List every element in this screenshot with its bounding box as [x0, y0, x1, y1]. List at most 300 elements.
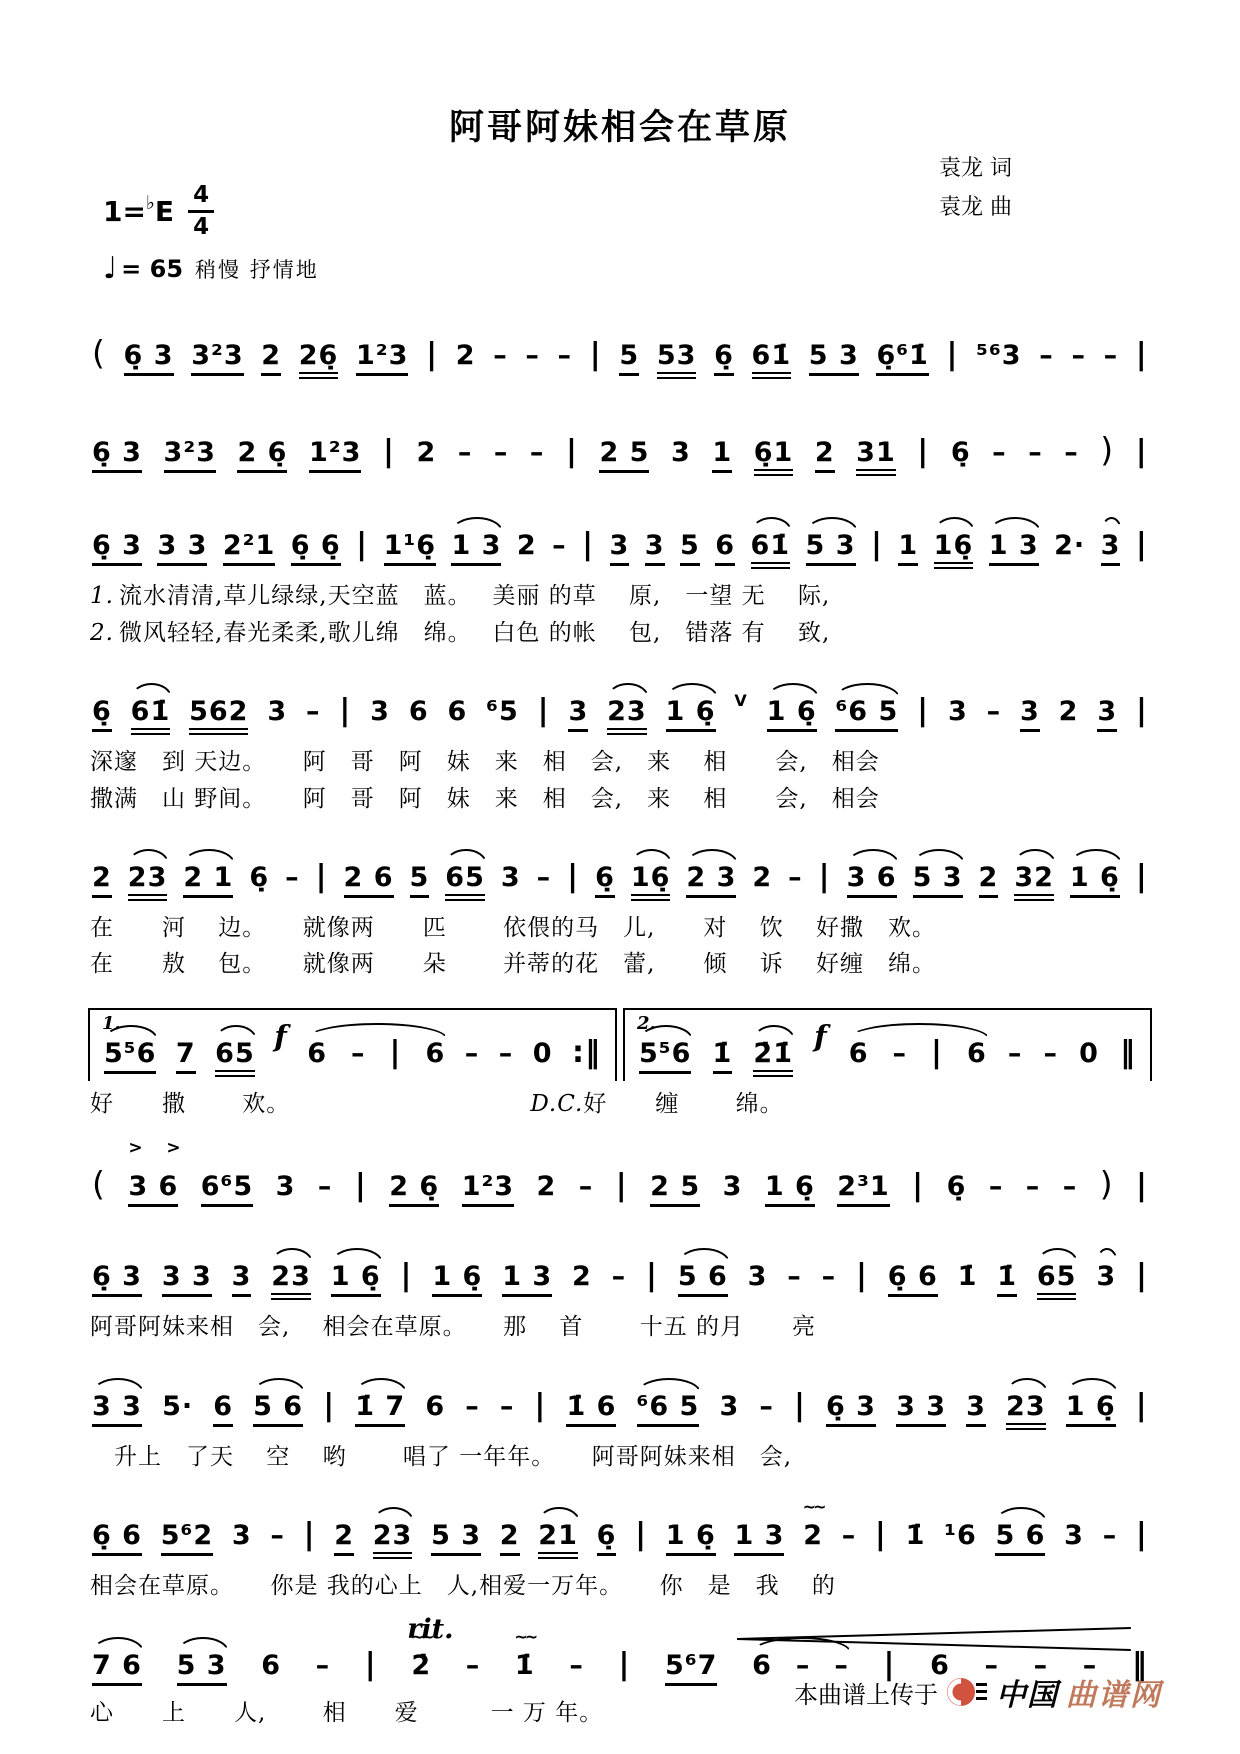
note-token: 6̣ 6	[92, 1520, 142, 1556]
note-token: 1̇	[905, 1520, 926, 1552]
system-3	[88, 510, 1152, 646]
note-token: 6	[930, 1649, 950, 1681]
note-token: –	[285, 861, 300, 893]
note-token: 6	[307, 1037, 327, 1069]
note-token: 2	[261, 340, 281, 376]
note-token: 3	[1020, 696, 1040, 732]
note-token: –	[1103, 340, 1119, 371]
system-6	[88, 1008, 1152, 1117]
note-token: –	[1033, 1649, 1049, 1681]
note-token: 5 6	[678, 1261, 728, 1297]
note-token: 5	[619, 340, 639, 376]
note-token: |	[303, 1517, 316, 1553]
note-token: 3	[231, 1520, 252, 1552]
note-token: |	[883, 1646, 896, 1682]
note-token: |	[931, 1034, 943, 1070]
note-token: 6̣	[597, 1520, 617, 1556]
note-token: –	[305, 696, 321, 728]
note-token: |	[565, 434, 578, 470]
note-token: 6	[213, 1391, 233, 1427]
note-token: 2	[455, 340, 476, 371]
note-token: 1̇	[713, 1038, 733, 1074]
note-token: 好 撒 欢。	[90, 1090, 291, 1117]
note-token: |	[874, 1517, 887, 1553]
note-token: f	[814, 1018, 828, 1053]
note-token: 6	[966, 1037, 987, 1069]
credits	[939, 150, 1012, 227]
note-token: –	[1025, 1171, 1041, 1203]
note-group	[849, 1036, 987, 1071]
note-token: |	[537, 693, 550, 729]
note-token: –	[986, 696, 1002, 728]
note-token: 3	[1097, 696, 1117, 732]
note-token: ⁶6 5	[637, 1391, 700, 1427]
note-token: 23	[128, 862, 168, 901]
note-token: 3	[500, 861, 521, 893]
note-token: 5	[410, 862, 430, 898]
note-token: (	[92, 333, 106, 372]
note-token: 1 3	[734, 1520, 784, 1556]
note-token: –	[992, 437, 1007, 469]
note-token: 65	[215, 1038, 255, 1077]
lyrics-line	[90, 951, 1150, 977]
note-token: 5 3	[431, 1520, 481, 1556]
note-token: 2	[536, 1171, 557, 1203]
lyrics-line	[90, 1314, 1150, 1340]
note-token: 5⁵6	[104, 1038, 156, 1074]
note-token: 1̇ 7	[355, 1391, 405, 1427]
note-token: 5 3	[177, 1650, 227, 1686]
lyrics-line	[90, 583, 1150, 609]
note-token: 3 3	[896, 1391, 946, 1427]
note-token: 23	[271, 1261, 311, 1300]
note-token: 3 3	[162, 1261, 212, 1297]
note-token: 3²3	[164, 437, 216, 473]
note-token: 6̣ 6̣	[291, 530, 341, 566]
note-token: |	[1135, 527, 1148, 563]
note-token: 5	[680, 530, 700, 566]
note-token: 23	[607, 696, 647, 735]
score	[88, 316, 1152, 1726]
note-token: |	[315, 858, 328, 894]
note-token: |	[426, 337, 439, 372]
note-token: 1²3	[309, 437, 361, 473]
note-token: 阿哥阿妹来相 会, 相会在草原。 那 首 十五 的月 亮	[90, 1314, 817, 1341]
note-token: 2	[500, 1520, 520, 1556]
note-token: 1²3	[356, 340, 408, 376]
note-token: 1	[712, 437, 732, 473]
note-token: –	[1043, 1037, 1058, 1069]
note-token: –	[795, 1649, 811, 1681]
note-token: –	[611, 1261, 627, 1293]
note-token: 3 6	[847, 862, 897, 898]
note-token: |	[534, 1387, 547, 1423]
note-token: 23	[373, 1520, 413, 1559]
note-token: |	[339, 693, 352, 729]
note-token: –	[787, 1261, 802, 1293]
note-token: –	[493, 340, 508, 371]
note-token: 0	[532, 1037, 553, 1069]
note-token: 3	[370, 696, 390, 728]
note-token: 6̣	[946, 1171, 967, 1203]
note-token: 5 6	[995, 1520, 1045, 1556]
note-token: 21	[538, 1520, 578, 1559]
note-token: 6	[425, 1037, 446, 1069]
note-token: –	[270, 1520, 285, 1552]
note-token: –	[552, 530, 567, 562]
note-token: 6⁶5	[201, 1171, 253, 1207]
meter-numerator: 4	[188, 184, 214, 213]
note-token: 2̇ ~~	[411, 1650, 431, 1681]
note-token: 5·	[162, 1390, 194, 1422]
note-token: 撒满 山 野间。 阿 哥 阿 妹 来 相 会, 来 相 会, 相会	[90, 785, 880, 812]
note-token: 3 6 > >	[128, 1171, 178, 1207]
note-token: |	[323, 1387, 336, 1423]
note-token: 1 6̣	[1066, 1391, 1116, 1427]
note-token: 6	[752, 1649, 772, 1681]
credit-composer: 袁龙 曲	[939, 194, 1012, 220]
note-token: 5 3	[913, 862, 963, 898]
note-token: ⁶5	[486, 696, 519, 728]
volta-ending	[88, 1008, 617, 1081]
note-token: 6̣	[249, 861, 270, 893]
note-token: 1 6̣	[767, 696, 817, 732]
note-token: ‖	[1120, 1034, 1136, 1070]
note-token: 2 5	[650, 1171, 700, 1207]
note-token: |	[855, 1258, 868, 1294]
note-token: 65	[445, 862, 485, 901]
note-token: |	[382, 434, 395, 470]
note-token: 61̇	[751, 530, 791, 569]
credit-lyricist: 袁龙 词	[939, 156, 1012, 181]
note-token: –	[1071, 340, 1086, 371]
note-token: |	[1136, 1168, 1148, 1204]
system-9	[88, 1371, 1152, 1470]
note-token: 3	[947, 696, 968, 728]
note-token: |	[635, 1517, 648, 1553]
tempo-expression: 稍慢 抒情地	[195, 257, 319, 282]
note-token: |	[818, 858, 831, 894]
lyrics-line	[90, 1444, 1150, 1470]
key-signature	[103, 184, 1240, 239]
page-title: 阿哥阿妹相会在草原	[448, 108, 791, 148]
note-token: 7 6	[92, 1650, 142, 1686]
note-token: 1.	[90, 583, 114, 610]
note-token: 6̣ 3	[826, 1391, 876, 1427]
note-token: 2³1	[837, 1171, 889, 1207]
note-token: 6̣⁶1̇	[876, 340, 928, 376]
key-prefix: 1=	[103, 195, 146, 228]
note-token: 3	[1101, 530, 1121, 566]
note-token: –	[557, 340, 573, 371]
note-token: 53	[657, 340, 697, 379]
note-token: –	[499, 1390, 515, 1422]
note-token: 1	[898, 530, 918, 566]
note-token: 2 3	[686, 862, 736, 898]
note-token: 2 5	[599, 437, 649, 473]
note-token: |	[1135, 1387, 1148, 1423]
note-token: |	[912, 1168, 925, 1204]
note-token: –	[525, 340, 540, 371]
note-token: 3	[1064, 1520, 1084, 1552]
note-token: |	[917, 434, 930, 470]
note-token: f	[274, 1018, 288, 1053]
note-token: –	[892, 1037, 907, 1069]
note-token: 在 敖 包。 就像两 朵 并蒂的花 蕾, 倾 诉 好缠 绵。	[90, 951, 937, 978]
note-token: |	[589, 337, 602, 372]
note-token: 3	[747, 1261, 768, 1293]
note-token: 3	[568, 696, 588, 732]
note-token: 26̣	[299, 340, 339, 379]
note-token: –	[465, 1649, 481, 1681]
note-token: –	[1062, 1171, 1078, 1203]
tempo-value: = 65	[121, 254, 184, 283]
brand-name-black: 中国	[996, 1678, 1058, 1713]
note-token: 3 3	[157, 530, 207, 566]
note-token: 6̣ 3	[124, 340, 174, 376]
note-token: ‖	[1131, 1646, 1148, 1682]
note-token: 深邃 到 天边。 阿 哥 阿 妹 来 相 会, 来 相 会, 相会	[90, 749, 880, 776]
note-token: 3	[722, 1171, 743, 1203]
note-token: 5 3	[806, 530, 856, 566]
note-token: –	[317, 1171, 333, 1203]
note-group	[307, 1036, 445, 1071]
note-token: 16̣	[631, 862, 671, 901]
system-7	[88, 1147, 1152, 1211]
lyrics-line	[90, 1091, 1150, 1117]
note-token: 61̇	[752, 340, 792, 379]
note-token: 1 6̣	[1070, 862, 1120, 898]
note-token: 1 3	[502, 1261, 552, 1297]
note-token: –	[457, 437, 473, 469]
note-token: 相会在草原。 你是 我的心上 人,相爱一万年。 你 是 我 的	[90, 1573, 836, 1600]
note-token: 3 3	[92, 1391, 142, 1427]
note-token: 1̇ ~~	[515, 1650, 535, 1681]
note-token: 23	[1006, 1391, 1046, 1430]
note-token: )	[1100, 430, 1115, 470]
note-token: |	[582, 527, 595, 563]
note-token: –	[569, 1649, 584, 1681]
note-token: |	[1135, 337, 1148, 372]
note-token: 3	[719, 1390, 740, 1422]
note-token: –	[536, 861, 552, 893]
note-token: 心 上 人, 相 爱 一 万 年。	[90, 1699, 604, 1726]
rit-marking: rit.	[407, 1613, 454, 1645]
note-token: –	[465, 1390, 480, 1422]
note-token: |	[1135, 693, 1148, 729]
note-token: 3²3	[191, 340, 243, 376]
note-token: –	[529, 437, 545, 469]
note-token: –	[1039, 340, 1054, 371]
note-token: –	[1007, 1037, 1023, 1069]
note-token: 2 6̣	[237, 437, 287, 473]
note-token: |	[567, 858, 580, 894]
note-token: 6̣	[595, 862, 615, 898]
note-token: 2	[979, 862, 999, 898]
footer	[794, 1670, 1162, 1714]
note-token: –	[821, 1261, 837, 1293]
note-token: |	[1135, 1258, 1148, 1294]
meter-denominator: 4	[193, 214, 210, 240]
note-token: ¹6	[944, 1520, 977, 1552]
note-token: 1¹6̣	[384, 530, 436, 566]
note-token: 2	[815, 437, 835, 473]
note-token: 6̣ 3	[92, 1261, 142, 1297]
note-token: |	[646, 1258, 658, 1294]
note-token: 2 6	[344, 862, 394, 898]
note-token: 2 ~~	[803, 1520, 823, 1551]
note-token: 2	[92, 862, 112, 898]
note-token: 1̇	[997, 1261, 1017, 1297]
note-token: 5 6	[253, 1391, 303, 1427]
footer-text: 本曲谱上传于	[794, 1680, 938, 1709]
note-token: 2 6̣	[389, 1171, 439, 1207]
system-10	[88, 1500, 1152, 1599]
note-token: 3	[275, 1171, 296, 1203]
volta-label: 2.	[637, 1012, 656, 1034]
note-token: |	[1135, 1517, 1148, 1553]
system-5	[88, 842, 1152, 978]
note-token: –	[351, 1037, 366, 1069]
note-token: 好 缠 绵。	[583, 1090, 784, 1117]
note-token: |	[389, 1034, 402, 1070]
brand-logo-icon	[946, 1674, 988, 1710]
note-token: 1 6̣	[666, 1520, 716, 1556]
note-token: 5⁶2	[161, 1520, 213, 1556]
note-token: 1²3	[462, 1171, 514, 1207]
system-8	[88, 1241, 1152, 1340]
note-token: 3	[966, 1391, 986, 1427]
lyrics-line	[90, 786, 1150, 812]
note-token: 6̣	[714, 340, 734, 376]
note-token: 3	[610, 530, 630, 566]
note-token: 1̇	[957, 1261, 978, 1293]
note-token: ⁶6 5	[835, 696, 898, 732]
note-token: 2²1	[223, 530, 275, 566]
note-token: –	[788, 861, 803, 893]
note-token: –	[1102, 1520, 1118, 1552]
note-token: 16̣	[934, 530, 974, 569]
volta-ending	[623, 1008, 1152, 1081]
volta-label: 1.	[102, 1012, 121, 1034]
note-token: 65	[1037, 1261, 1077, 1300]
note-token: –	[1082, 1649, 1098, 1681]
lyrics-line	[90, 1573, 1150, 1599]
note-token: 5⁶7	[665, 1650, 717, 1686]
system-1	[88, 316, 1152, 383]
note-token: |	[615, 1168, 628, 1204]
note-token: 微风轻轻,春光柔柔,歌儿绵 绵。 白色 的帐 包, 错落 有 致,	[118, 619, 831, 646]
note-token: 2	[1058, 696, 1079, 728]
note-token: 0	[1079, 1037, 1099, 1069]
note-token: 61̇	[131, 696, 171, 735]
note-token: )	[1099, 1164, 1114, 1204]
note-token: 2	[334, 1520, 354, 1556]
note-token: 6	[848, 1037, 869, 1069]
note-token: 1 3	[989, 530, 1039, 566]
note-token: |	[400, 1258, 413, 1294]
note-token: 1 6̣	[666, 696, 716, 732]
note-token: 1 6̣	[765, 1171, 815, 1207]
note-token: 1 6̣	[432, 1261, 482, 1297]
note-token: 6	[261, 1649, 282, 1681]
note-token: |	[354, 1168, 367, 1204]
note-token: D.C.	[530, 1090, 584, 1117]
note-token: ⁵⁶3	[976, 340, 1022, 371]
note-token: –	[578, 1171, 594, 1203]
lyrics-line	[90, 749, 1150, 775]
hairpin-crescendo	[737, 1630, 1131, 1646]
note-token: 3	[232, 1261, 252, 1297]
lyrics-line	[90, 915, 1150, 941]
note-token: 2·	[1054, 530, 1086, 562]
note-token: 1̇ 6	[566, 1391, 616, 1427]
lyrics-line	[90, 620, 1150, 646]
note-token: V	[734, 691, 748, 711]
note-token: 5 3	[809, 340, 859, 376]
note-token	[290, 1091, 530, 1117]
note-token: (	[92, 1164, 106, 1204]
note-token: 6̣	[950, 437, 971, 469]
note-token: 2	[752, 861, 773, 893]
note-token: 6̣1	[754, 437, 794, 476]
key-letter: E	[154, 195, 175, 228]
note-token: |	[1135, 858, 1148, 894]
note-token: 2.	[90, 619, 114, 646]
note-token: 6	[715, 530, 735, 566]
note-token: –	[1028, 437, 1043, 469]
note-token: 3	[645, 530, 665, 566]
note-token: |	[917, 693, 930, 729]
note-token: 6̣ 3	[92, 530, 142, 566]
note-token: 6	[447, 696, 468, 728]
note-token: 2 1	[183, 862, 233, 898]
note-token: –	[1064, 437, 1079, 469]
note-token: –	[841, 1520, 857, 1552]
note-token: 6	[425, 1390, 446, 1422]
note-token: 3	[1096, 1261, 1117, 1293]
note-token: –	[464, 1037, 480, 1069]
system-2	[88, 413, 1152, 480]
note-token: |	[793, 1387, 806, 1423]
note-token: 6̣ 3	[92, 437, 142, 473]
note-token: 5⁵6	[639, 1038, 691, 1074]
note-token: 1 3	[451, 530, 501, 566]
note-token: 2̇1̇	[753, 1038, 793, 1077]
brand-name-colored: 曲谱网	[1066, 1678, 1162, 1713]
note-token: |	[870, 527, 883, 563]
note-token: –	[984, 1649, 1000, 1681]
note-token: 6̣ 6	[888, 1261, 938, 1297]
note-token: |	[356, 527, 369, 563]
note-token: 32	[1014, 862, 1054, 901]
time-signature	[188, 184, 214, 239]
note-token: 流水清清,草儿绿绿,天空蓝 蓝。 美丽 的草 原, 一望 无 际,	[118, 583, 831, 610]
note-token: 2	[516, 530, 537, 562]
flat-icon: ♭	[145, 191, 155, 214]
note-token: –	[759, 1390, 774, 1422]
note-token: 3	[671, 437, 691, 469]
note-token: :‖	[572, 1034, 601, 1070]
note-token: –	[498, 1037, 514, 1069]
note-token: 31	[856, 437, 896, 476]
note-token: 1 6̣	[331, 1261, 381, 1297]
note-token: 6	[408, 696, 429, 728]
system-4	[88, 676, 1152, 812]
note-token: –	[493, 437, 509, 469]
note-token: 2	[416, 437, 437, 469]
note-token: 2	[572, 1261, 592, 1293]
